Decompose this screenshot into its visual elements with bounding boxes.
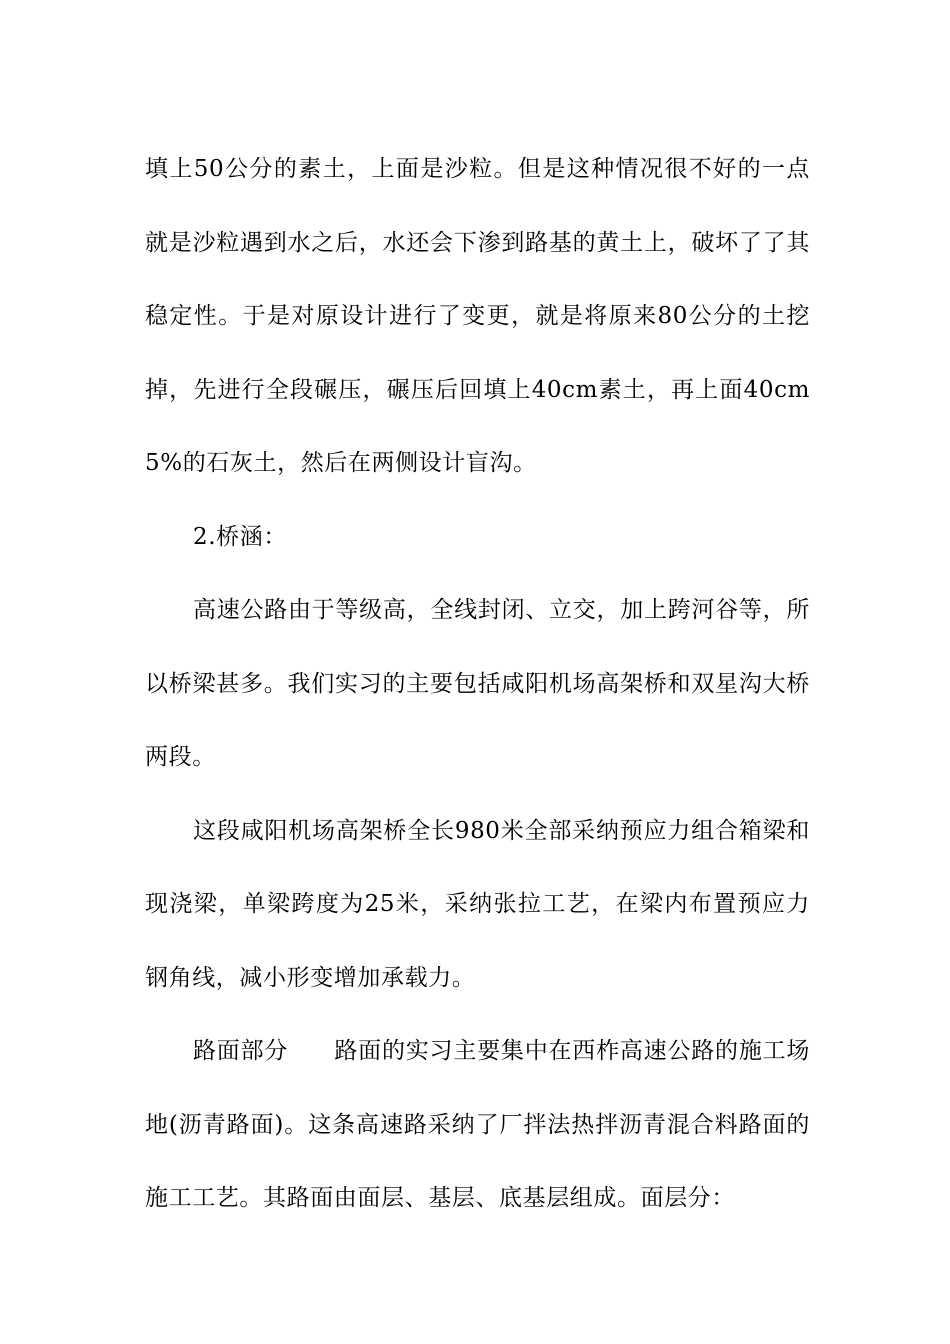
document-page (145, 133, 810, 1236)
paragraph-bridges-overview: 高速公路由于等级高，全线封闭、立交，加上跨河谷等，所以桥梁甚多。我们实习的主要包括咸阳机场高架桥和双星沟大桥两段。 (145, 597, 810, 770)
road-surface-text: 路面的实习主要集中在西柞高速公路的施工场地(沥青路面)。这条高速路采纳了厂拌法热拌沥青混合料路面的施工工艺。其路面由面层、基层、底基层组成。面层分： (145, 1038, 810, 1211)
section-heading-road-surface: 路面部分 (193, 1038, 289, 1064)
paragraph-airport-viaduct: 这段咸阳机场高架桥全长980米全部采纳预应力组合箱梁和现浇梁，单梁跨度为25米，采纳张拉工艺，在梁内布置预应力钢角线，减小形变增加承载力。 (145, 817, 810, 991)
paragraph-road-surface (145, 1015, 810, 1236)
paragraph-roadbed-change: 填上50公分的素土，上面是沙粒。但是这种情况很不好的一点就是沙粒遇到水之后，水还会下渗到路基的黄土上，破坏了了其稳定性。于是对原设计进行了变更，就是将原来80公分的土挖掉，先进行全段碾压，碾压后回填上40cm素土，再上面40cm 5%的石灰土，然后在两侧设计盲沟。 (145, 156, 810, 476)
section-heading-bridges: 2.桥涵： (193, 523, 287, 550)
